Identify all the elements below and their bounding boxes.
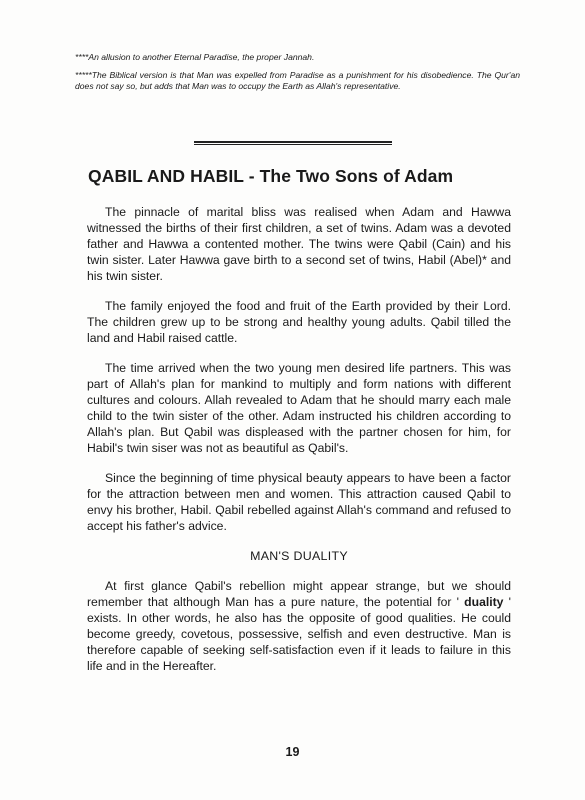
chapter-body	[87, 204, 511, 688]
duality-text-after: ' exists. In other words, he also has the opposite of good qualities. He could become greedy, covetous, possessive, selfish and even destructive. Man is therefore capable of seeking self-satisfaction even if it leads to failure in this life and in the Hereafter.	[87, 595, 511, 673]
paragraph-duality	[87, 578, 511, 674]
section-divider	[194, 141, 392, 145]
paragraph-life-partners: The time arrived when the two young men desired life partners. This was part of Allah's plan for mankind to multiply and form nations with different cultures and colours. Allah revealed to Adam that he should marry each male child to the twin sister of the other. Adam instructed his children according to Allah's plan. But Qabil was displeased with the partner chosen for him, for Habil's twin siser was not as beautiful as Qabil's.	[87, 361, 511, 455]
footnote-biblical-version: *****The Biblical version is that Man was expelled from Paradise as a punishment for his disobedience. The Qur'an does not say so, but adds that Man was to occupy the Earth as Allah's representative.	[75, 69, 520, 91]
duality-emphasis: duality	[458, 595, 509, 609]
section-subheading: MAN'S DUALITY	[250, 549, 348, 563]
footnote-paradise: ****An allusion to another Eternal Paradise, the proper Jannah.	[75, 52, 315, 62]
duality-text-before: At first glance Qabil's rebellion might appear strange, but we should remember that although Man has a pure nature, the potential for '	[87, 579, 511, 609]
page-number: 19	[285, 745, 300, 759]
footnotes	[75, 52, 520, 99]
chapter-heading: QABIL AND HABIL - The Two Sons of Adam	[88, 166, 454, 186]
paragraph-physical-beauty: Since the beginning of time physical beauty appears to have been a factor for the attraction between men and women. This attraction caused Qabil to envy his brother, Habil. Qabil rebelled against Allah's command and refused to accept his father's advice.	[87, 471, 511, 533]
paragraph-births: The pinnacle of marital bliss was realised when Adam and Hawwa witnessed the births of their first children, a set of twins. Adam was a devoted father and Hawwa a contented mother. The twins were Qabil (Cain) and his twin sister. Later Hawwa gave birth to a second set of twins, Habil (Abel)* and his twin sister.	[87, 205, 511, 283]
paragraph-family: The family enjoyed the food and fruit of the Earth provided by their Lord. The children grew up to be strong and healthy young adults. Qabil tilled the land and Habil raised cattle.	[87, 299, 511, 345]
